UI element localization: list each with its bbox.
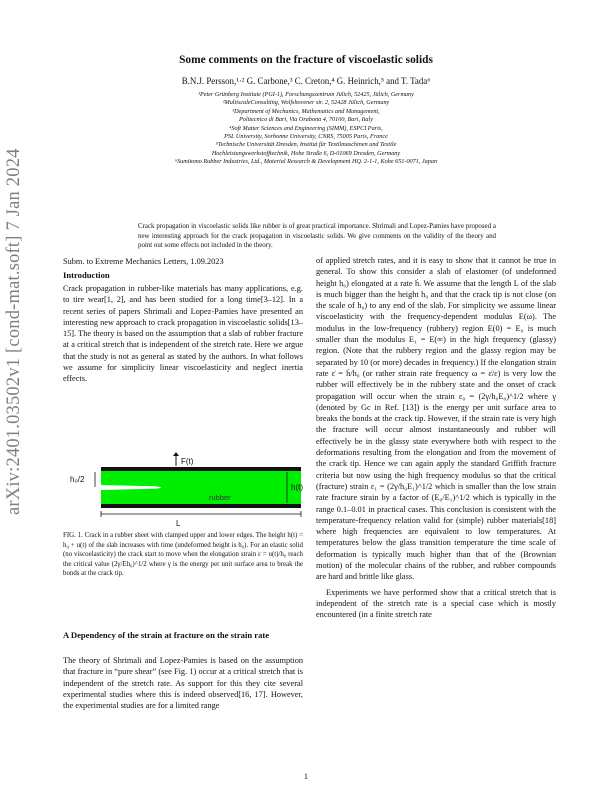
right-column xyxy=(316,255,556,621)
affiliation-line: ²MultiscaleConsulting, Wolfshovener str. 2, 52428 Jülich, Germany xyxy=(222,99,390,107)
abstract: Crack propagation in viscoelastic solids like rubber is of great practical importance. Shrimali and Lopez-Pamies have proposed a new interesting approach for the crack propagation in viscoelastic solids. We give comments on the validity of the theory and point out some effects not included in the theory. xyxy=(138,223,496,250)
right-paragraph-2: Experiments we have performed show that a critical stretch that is independent of the stretch rate is a special case which is mostly encountered (in a finite stretch rate xyxy=(316,587,556,620)
figure-1-crack-diagram xyxy=(63,452,303,530)
submission-note: Subm. to Extreme Mechanics Letters, 1.09.2023 xyxy=(63,257,224,266)
height-label: h(t) xyxy=(291,483,303,492)
affiliation-line: ⁴Soft Matter Sciences and Engineering (SIMM), ESPCI Paris, xyxy=(229,124,383,132)
affiliation-line: ⁶Sumitomo Rubber Industries, Ltd., Material Research & Development HQ. 2-1-1, Kobe 651-0071, Japan xyxy=(174,158,438,166)
affiliation-line: Hochleistungswerkstofftechnik, Hohe Straße 6, D-01069 Dresden, Germany xyxy=(211,149,401,157)
author-list: B.N.J. Persson,¹·² G. Carbone,³ C. Creton,⁴ G. Heinrich,⁵ and T. Tada⁶ xyxy=(181,76,431,86)
affiliation-line: ¹Peter Grünberg Institute (PGI-1), Forschungszentrum Jülich, 52425, Jülich, Germany xyxy=(198,91,414,98)
introduction-text: Crack propagation in rubber-like materials has many applications, e.g. to tire wear[1, 2], and has been studied for a long time[3–12]. In a recent series of papers Shrimali and Lopez-Pamies have presented an interesting new approach to crack propagation in viscoelastic solids[13–15]. The theory is based on the assumption that a slab of rubber fracture at a critical stretch that is independent of the stretch rate. Here we argue that the study is not as general as stated by the authors. In what follows we assume for simplicity linear viscoelasticity and neglect inertia effects. xyxy=(63,284,303,384)
force-arrowhead xyxy=(173,452,179,456)
affiliations xyxy=(40,91,572,167)
introduction-paragraph xyxy=(63,283,303,385)
lower-clamp xyxy=(101,504,301,508)
half-height-label: h₀/2 xyxy=(70,475,85,484)
upper-clamp xyxy=(101,467,301,471)
affiliation-line: ⁵Technische Universität Dresden, Institut für Textilmaschinen und Textile xyxy=(215,141,397,149)
force-label: F(t) xyxy=(181,457,194,466)
figure-caption: FIG. 1. Crack in a rubber sheet with clamped upper and lower edges. The height h(t) = h₀ + u(t) of the slab increases with time (undeformed height is h₀). For an elastic solid (no viscoelasticity) the crack start to move when the elongation strain ε = u(t)/h₀ reach the critical value (2γ/Eh₀)^1/2 where γ is the energy per unit surface area to break the bonds at the crack tip. xyxy=(63,532,303,578)
paper-title: Some comments on the fracture of viscoelastic solids xyxy=(179,54,433,66)
affiliation-line: ³Department of Mechanics, Mathematics and Management, xyxy=(232,107,380,115)
page-number: 1 xyxy=(303,772,309,781)
introduction-heading: Introduction xyxy=(63,270,110,280)
affiliation-line: Politecnico di Bari, Via Orabona 4, 70100, Bari, Italy xyxy=(239,116,373,124)
arxiv-identifier: arXiv:2401.03502v1 [cond-mat.soft] 7 Jan 2024 xyxy=(4,148,24,515)
section-a-paragraph: The theory of Shrimali and Lopez-Pamies is based on the assumption that fracture in “pure shear” (see Fig. 1) occur at a critical stretch that is independent of the stretch rate. As support for this they cite several experimental studies where this is indeed observed[16, 17]. However, the experimental studies are for a limited range xyxy=(63,656,303,711)
affiliation-line: PSL University, Sorbonne University, CNRS, 75005 Paris, France xyxy=(224,133,388,141)
section-a-heading: A Dependency of the strain at fracture on the strain rate xyxy=(63,630,270,640)
material-label: rubber xyxy=(209,493,231,502)
right-paragraph-1: of applied stretch rates, and it is easy to show that it cannot be true in general. To show this consider a slab of elastomer (of undeformed height h₀) elongated at a rate ḣ. We assume that the length L of the slab is much bigger than the height h₀ and that the crack tip is not close (on the scale of h₀) to any end of the slab. For simplicity we assume linear viscoelasticity with the frequency-dependent modulus E(ω). The modulus in the low-frequency (rubbery) region E(0) = E₀ is much smaller than the modulus E₁ = E(∞) in the high frequency (glassy) region. (Note that the rubbery region and the glassy region may be separated by 10 (or more) decades in frequency.) If the elongation strain rate ε̇ = ḣ/h₀ (or rather strain rate frequency ω = ε̇/ε) is very low the rubber will effectively be in the rubbery state and the onset of crack propagation will occur when the strain ε₀ = (2γ/h₀E₀)^1/2 where γ (denoted by Gc in Ref. [13]) is the energy per unit surface area to breaks the bonds at the crack tip. However, if the strain rate is very high the fracture will occur almost instantaneously and rubber will effectively be in the glassy state everywhere both with respect to the deformations resulting from the elongation and from the movement of the crack tip. Hence we can again apply the standard Griffith fracture criteria but now using the high frequency modulus so that the critical (fracture) strain ε₁ = (2γ/h₀E₁)^1/2 which is smaller than the low strain rate fracture strain by a factor of (E₀/E₁)^1/2 which is typically in the range 0.1–0.01 in practical cases. This conclusion is consistent with the temperature-frequency relation valid for (simple) rubber materials[18] where high frequencies are equivalent to low temperatures. At temperatures below the glass transition temperature the time scale of deformation is typically much higher than that of the (Brownian motion) of the molecular chains of the rubber, and rubber compounds are hard and brittle like glass. xyxy=(316,256,556,582)
length-label: L xyxy=(176,519,181,528)
